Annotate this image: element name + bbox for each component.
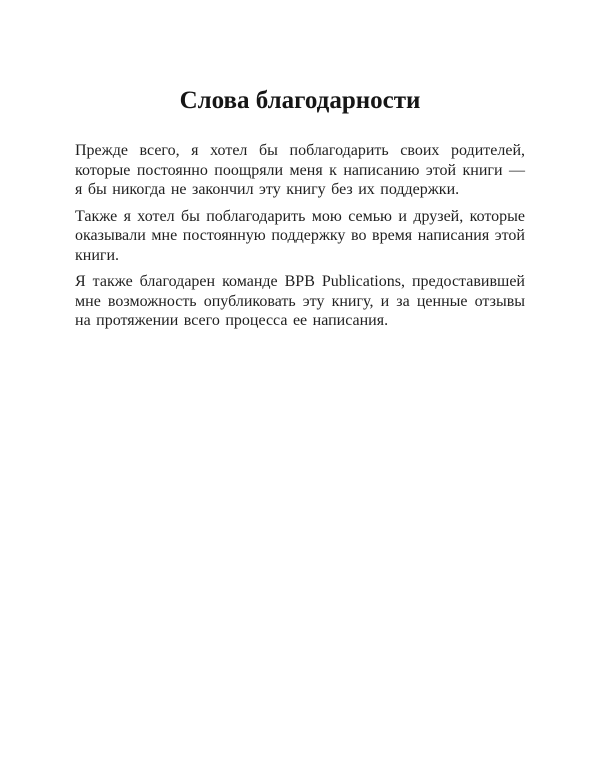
acknowledgment-paragraph-2: Также я хотел бы поблагодарить мою семью и друзей, которые оказывали мне постоянную поддержку во время написания этой книги.: [75, 207, 525, 264]
acknowledgment-paragraph-3: Я также благодарен команде BPB Publications, предоставившей мне возможность опубликовать эту книгу, и за ценные отзывы на протяжении всего процесса ее написания.: [75, 273, 525, 329]
acknowledgment-paragraph-1: Прежде всего, я хотел бы поблагодарить своих родителей, которые постоянно поощряли меня к написанию этой книги — я бы никогда не закончил эту книгу без их поддержки.: [75, 142, 525, 198]
page-title: Слова благодарности: [179, 87, 421, 114]
